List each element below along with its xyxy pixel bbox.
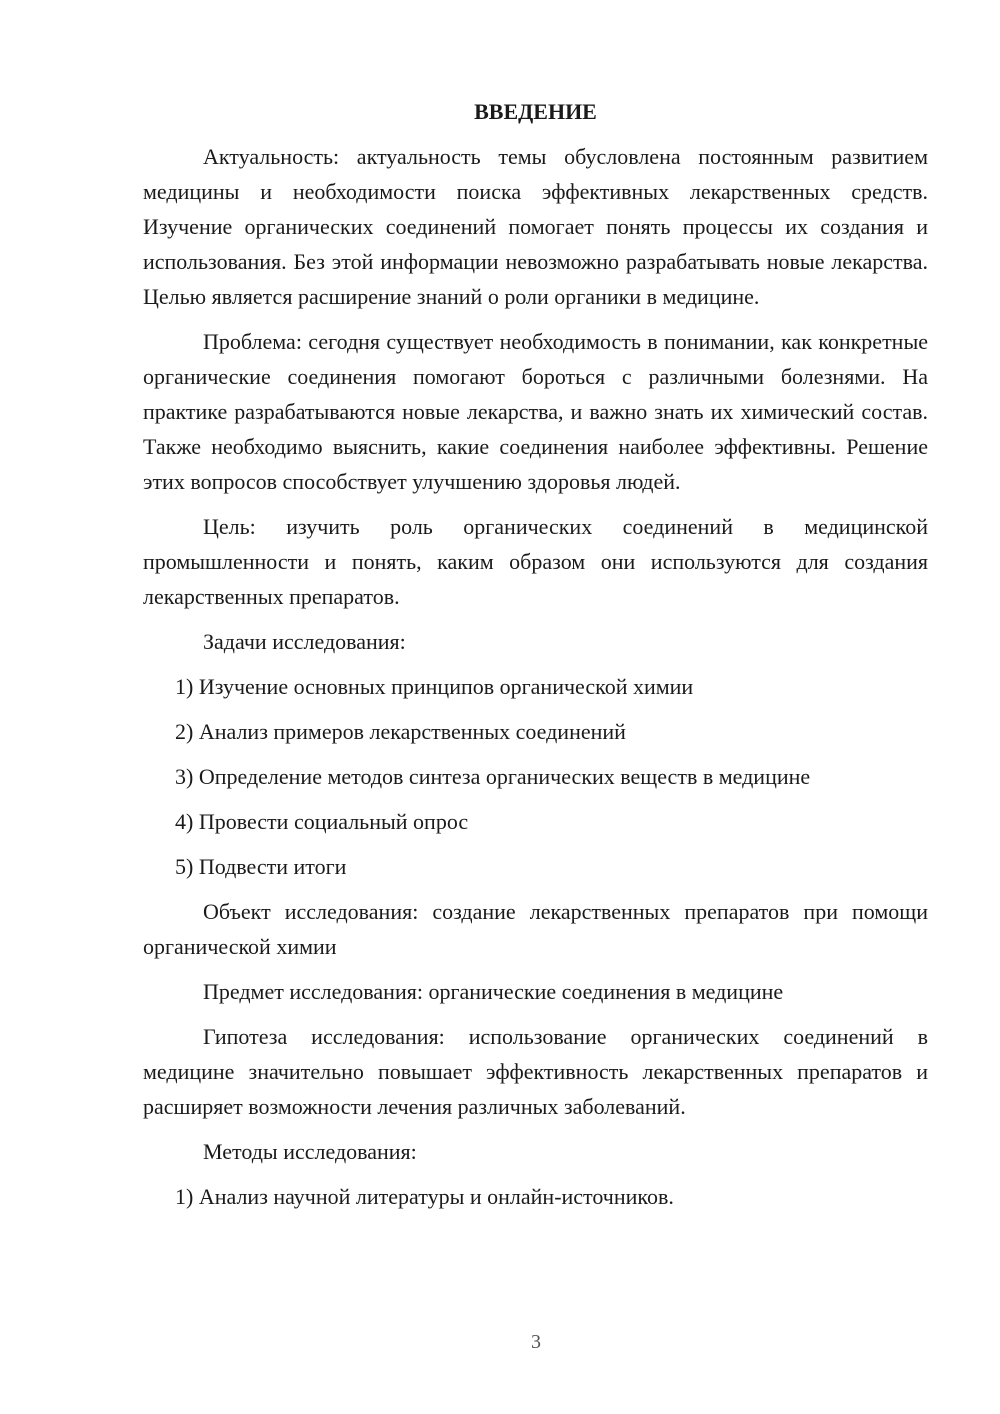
tasks-list (143, 669, 928, 884)
methods-list (143, 1179, 928, 1214)
list-item: 1) Анализ научной литературы и онлайн-источников. (175, 1184, 674, 1209)
page-number: 3 (531, 1331, 541, 1353)
problem-paragraph: Проблема: сегодня существует необходимость в понимании, как конкретные органические соединения помогают бороться с различными болезнями. На практике разрабатываются новые лекарства, и важно знать их химический состав. Также необходимо выяснить, какие соединения наиболее эффективны. Решение этих вопросов способствует улучшению здоровья людей. (143, 329, 928, 494)
list-item: 3) Определение методов синтеза органических веществ в медицине (175, 764, 811, 789)
page-content (143, 94, 928, 1224)
tasks-label: Задачи исследования: (203, 629, 406, 654)
goal-paragraph: Цель: изучить роль органических соединений в медицинской промышленности и понять, каким образом они используются для создания лекарственных препаратов. (143, 514, 928, 609)
relevance-paragraph: Актуальность: актуальность темы обусловлена постоянным развитием медицины и необходимости поиска эффективных лекарственных средств. Изучение органических соединений помогает понять процессы их создания и использования. Без этой информации невозможно разрабатывать новые лекарства. Целью является расширение знаний о роли органики в медицине. (143, 144, 928, 309)
list-item: 5) Подвести итоги (175, 854, 347, 879)
list-item: 4) Провести социальный опрос (175, 809, 469, 834)
subject-paragraph: Предмет исследования: органические соединения в медицине (203, 979, 784, 1004)
page-title: ВВЕДЕНИЕ (474, 99, 597, 124)
hypothesis-paragraph: Гипотеза исследования: использование органических соединений в медицине значительно повышает эффективность лекарственных препаратов и расширяет возможности лечения различных заболеваний. (143, 1024, 928, 1119)
list-item: 2) Анализ примеров лекарственных соединений (175, 719, 626, 744)
methods-label: Методы исследования: (203, 1139, 417, 1164)
list-item: 1) Изучение основных принципов органической химии (175, 674, 694, 699)
object-paragraph: Объект исследования: создание лекарственных препаратов при помощи органической химии (143, 899, 928, 959)
